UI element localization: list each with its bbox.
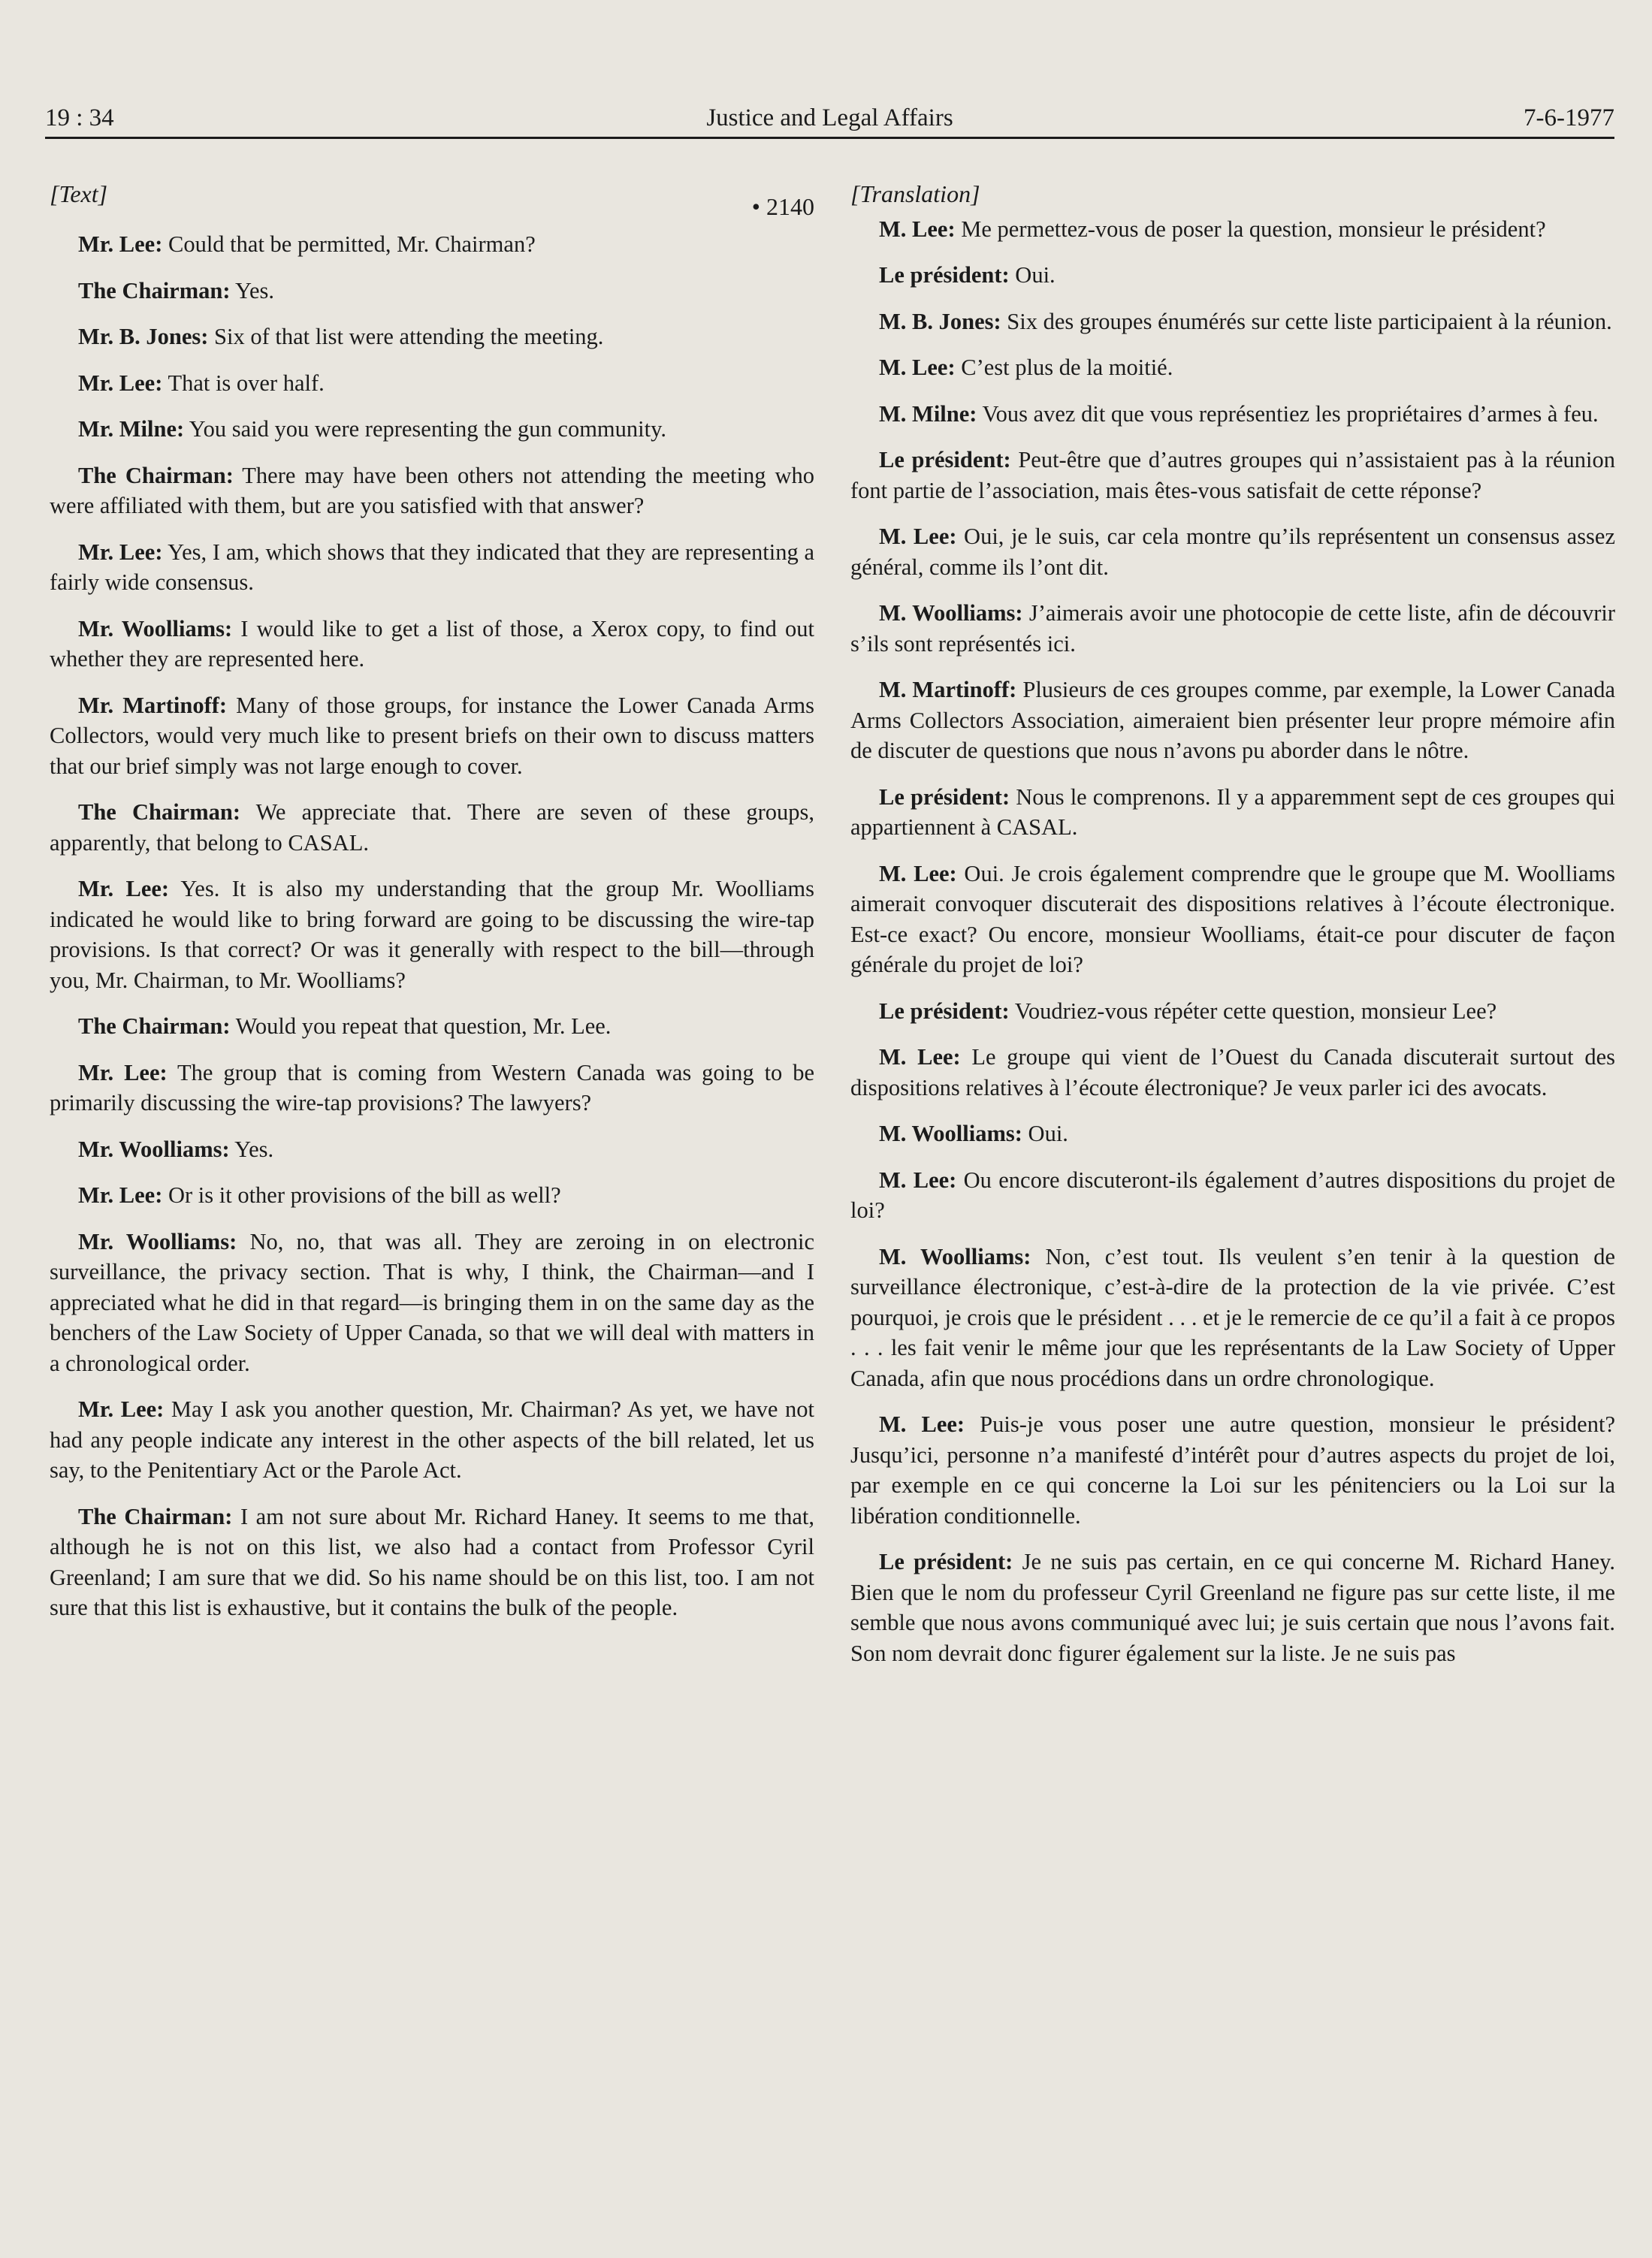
speech-text: Yes.: [234, 1136, 274, 1162]
speaker-name: Mr. Lee:: [78, 231, 163, 257]
speaker-name: Mr. Lee:: [78, 370, 163, 396]
speech-text: We appreciate that. There are seven of these groups, apparently, that belong to CASAL.: [50, 799, 815, 856]
speech-text: I would like to get a list of those, a Xerox copy, to find out whether they are represented here.: [50, 615, 815, 672]
speech-text: J’aimerais avoir une photocopie de cette liste, afin de découvrir s’ils sont représentés ici.: [850, 600, 1615, 657]
speech-text: Plusieurs de ces groupes comme, par exemple, la Lower Canada Arms Collectors Association, aimeraient bien présenter leur propre mémoire afin de discuter de questions que nous n’avons pu aborder dans le nôtre.: [850, 677, 1616, 763]
header-date: 7-6-1977: [1524, 104, 1614, 131]
transcript-paragraph: [850, 214, 1615, 245]
speaker-name: Mr. Lee:: [78, 1059, 168, 1085]
transcript-paragraph: [850, 782, 1615, 843]
transcript-paragraph: [850, 598, 1615, 659]
speaker-name: Mr. Lee:: [78, 876, 170, 901]
speaker-name: M. Milne:: [879, 400, 977, 427]
transcript-paragraph: [850, 352, 1615, 383]
speech-text: May I ask you another question, Mr. Chairman? As yet, we have not had any people indicate any interest in the other aspects of the bill related, let us say, to the Penitentiary Act or the Parole Act.: [50, 1396, 815, 1483]
speaker-name: Le président:: [879, 998, 1010, 1024]
speech-text: Peut-être que d’autres groupes qui n’assistaient pas à la réunion font partie de l’association, mais êtes-vous satisfait de cette réponse?: [850, 447, 1616, 503]
speaker-name: M. Woolliams:: [879, 1243, 1031, 1269]
speaker-name: The Chairman:: [78, 277, 231, 303]
transcript-paragraph: [50, 537, 814, 598]
transcript-paragraph: [50, 414, 814, 445]
speech-text: Nous le comprenons. Il y a apparemment sept de ces groupes qui appartiennent à CASAL.: [850, 783, 1616, 840]
translation-tag: [Translation]: [850, 180, 980, 207]
time-marker: • 2140: [751, 192, 814, 220]
speaker-name: Mr. Woolliams:: [78, 1136, 230, 1162]
transcript-paragraph: [50, 1180, 814, 1211]
transcript-paragraph: [50, 614, 814, 675]
speech-text: Would you repeat that question, Mr. Lee.: [235, 1013, 612, 1039]
speaker-name: M. Lee:: [879, 355, 956, 380]
speaker-name: M. B. Jones:: [879, 308, 1001, 334]
speech-text: Many of those groups, for instance the Lower Canada Arms Collectors, would very much like to present briefs on their own to discuss matters that our brief simply was not large enough to cover.: [50, 692, 815, 779]
speaker-name: Mr. Woolliams:: [78, 1228, 237, 1254]
speech-text: There may have been others not attending the meeting who were affiliated with them, but are you satisfied with that answer?: [50, 462, 814, 518]
transcript-paragraph: [850, 1165, 1615, 1226]
transcript-paragraph: [850, 996, 1615, 1027]
transcript-paragraph: [50, 874, 814, 995]
speaker-name: Mr. Lee:: [78, 539, 163, 565]
transcript-paragraph: [850, 1409, 1615, 1531]
english-column: [50, 179, 814, 1639]
speaker-name: The Chairman:: [78, 799, 240, 825]
speech-text: Oui. Je crois également comprendre que le groupe que M. Woolliams aimerait convoquer discuterait des dispositions relatives à l’écoute électronique. Est-ce exact? Ou encore, monsieur Woolliams, était-ce pour discuter de façon générale du projet de loi?: [850, 860, 1615, 977]
speaker-name: Mr. Lee:: [78, 1396, 165, 1422]
speech-text: Oui, je le suis, car cela montre qu’ils représentent un consensus assez général, comme ils l’ont dit.: [850, 524, 1616, 580]
speaker-name: The Chairman:: [78, 1013, 231, 1039]
transcript-paragraph: [850, 260, 1615, 291]
transcript-paragraph: [850, 1118, 1615, 1149]
text-tag: [Text]: [50, 180, 108, 207]
speech-text: Yes. It is also my understanding that the group Mr. Woolliams indicated he would like to bring forward are going to be discussing the wire-tap provisions. Is that correct? Or was it generally with respect to the bill—through you, Mr. Chairman, to Mr. Woolliams?: [50, 876, 814, 993]
transcript-paragraph: [850, 1042, 1615, 1103]
speech-text: Me permettez-vous de poser la question, monsieur le président?: [961, 216, 1546, 242]
speech-text: Vous avez dit que vous représentiez les propriétaires d’armes à feu.: [982, 400, 1599, 427]
speaker-name: M. Lee:: [879, 524, 957, 549]
transcript-paragraph: [850, 399, 1615, 430]
speech-text: Or is it other provisions of the bill as well?: [168, 1182, 561, 1208]
speaker-name: M. Lee:: [879, 1044, 961, 1070]
transcript-paragraph: [50, 460, 814, 521]
speaker-name: Le président:: [879, 447, 1011, 472]
transcript-paragraph: [850, 1242, 1615, 1394]
speaker-name: M. Martinoff:: [879, 677, 1017, 702]
page-number: 19 : 34: [45, 104, 114, 131]
transcript-paragraph: [50, 797, 814, 858]
transcript-paragraph: [50, 1011, 814, 1042]
speech-text: You said you were representing the gun community.: [189, 416, 666, 442]
speaker-name: Le président:: [879, 1549, 1013, 1574]
speaker-name: M. Lee:: [879, 1167, 957, 1193]
publication-title: Justice and Legal Affairs: [706, 104, 953, 131]
transcript-paragraph: [850, 306, 1615, 337]
speech-text: Ou encore discuteront-ils également d’autres dispositions du projet de loi?: [850, 1167, 1615, 1223]
transcript-paragraph: [50, 1227, 814, 1379]
speaker-name: M. Woolliams:: [879, 1121, 1022, 1146]
speech-text: Could that be permitted, Mr. Chairman?: [168, 231, 536, 257]
speaker-name: M. Lee:: [879, 216, 956, 242]
speech-text: Le groupe qui vient de l’Ouest du Canada discuterait surtout des dispositions relatives à l’écoute électronique? Je veux parler ici des avocats.: [850, 1044, 1616, 1100]
speech-text: Six of that list were attending the meeting.: [214, 324, 604, 349]
transcript-paragraph: [50, 229, 814, 260]
speaker-name: The Chairman:: [78, 462, 234, 488]
speaker-name: Le président:: [879, 262, 1010, 288]
running-header: [45, 101, 1614, 139]
speech-text: That is over half.: [168, 370, 325, 396]
transcript-paragraph: [50, 368, 814, 399]
speech-text: No, no, that was all. They are zeroing in on electronic surveillance, the privacy section. That is why, I think, the Chairman—and I appreciated what he did in that regard—is bringing them in on the same day as the benchers of the Law Society of Upper Canada, so that we will deal with matters in a chronological order.: [50, 1228, 815, 1376]
speech-text: Oui.: [1028, 1121, 1068, 1146]
speech-text: I am not sure about Mr. Richard Haney. It seems to me that, although he is not on this list, we also had a contact from Professor Cyril Greenland; I am sure that we did. So his name should be on this list, too. I am not sure that this list is exhaustive, but it contains the bulk of the people.: [50, 1503, 814, 1620]
transcript-paragraph: [50, 1058, 814, 1118]
speech-text: Yes.: [235, 277, 275, 303]
speaker-name: M. Woolliams:: [879, 600, 1023, 626]
speaker-name: Mr. Milne:: [78, 416, 185, 442]
transcript-paragraph: [850, 521, 1615, 582]
transcript-paragraph: [50, 321, 814, 352]
transcript-paragraph: [50, 276, 814, 306]
transcript-paragraph: [850, 1547, 1615, 1668]
transcript-paragraph: [850, 675, 1615, 766]
transcript-paragraph: [50, 1394, 814, 1486]
french-column: [850, 179, 1615, 1684]
speech-text: Puis-je vous poser une autre question, monsieur le président? Jusqu’ici, personne n’a manifesté d’intérêt pour d’autres aspects du projet de loi, par exemple en ce qui concerne la Loi sur les pénitenciers ou la Loi sur la libération conditionnelle.: [850, 1411, 1615, 1529]
speaker-name: Mr. Lee:: [78, 1182, 163, 1208]
speech-text: Non, c’est tout. Ils veulent s’en tenir à la question de surveillance électronique, c’est-à-dire de la protection de la vie privée. C’est pourquoi, je crois que le président . . . et je le remercie de ce qu’il a fait à ce propos . . . les fait venir le même jour que les représentants de la Law Society of Upper Canada, afin que nous procédions dans un ordre chronologique.: [850, 1243, 1615, 1391]
speech-text: Je ne suis pas certain, en ce qui concerne M. Richard Haney. Bien que le nom du professeur Cyril Greenland ne figure pas sur cette liste, il me semble que nous avons communiqué avec lui; je suis certain que nous l’avons fait. Son nom devrait donc figurer également sur la liste. Je ne suis pas: [850, 1549, 1615, 1666]
speaker-name: M. Lee:: [879, 860, 957, 886]
transcript-paragraph: [50, 690, 814, 782]
speech-text: Oui.: [1015, 262, 1056, 288]
transcript-paragraph: [850, 859, 1615, 980]
speaker-name: Mr. Woolliams:: [78, 615, 233, 641]
transcript-paragraph: [850, 445, 1615, 506]
speaker-name: Mr. Martinoff:: [78, 692, 228, 718]
transcript-paragraph: [50, 1502, 814, 1623]
speech-text: The group that is coming from Western Canada was going to be primarily discussing the wire-tap provisions? The lawyers?: [50, 1059, 814, 1115]
speaker-name: Mr. B. Jones:: [78, 324, 209, 349]
speaker-name: Le président:: [879, 783, 1010, 810]
speech-text: Six des groupes énumérés sur cette liste participaient à la réunion.: [1007, 308, 1612, 334]
speech-text: Voudriez-vous répéter cette question, monsieur Lee?: [1014, 998, 1497, 1024]
transcript-paragraph: [50, 1134, 814, 1165]
speech-text: Yes, I am, which shows that they indicated that they are representing a fairly wide consensus.: [50, 539, 814, 595]
speech-text: C’est plus de la moitié.: [961, 355, 1173, 380]
speaker-name: The Chairman:: [78, 1503, 233, 1529]
speaker-name: M. Lee:: [879, 1411, 965, 1437]
